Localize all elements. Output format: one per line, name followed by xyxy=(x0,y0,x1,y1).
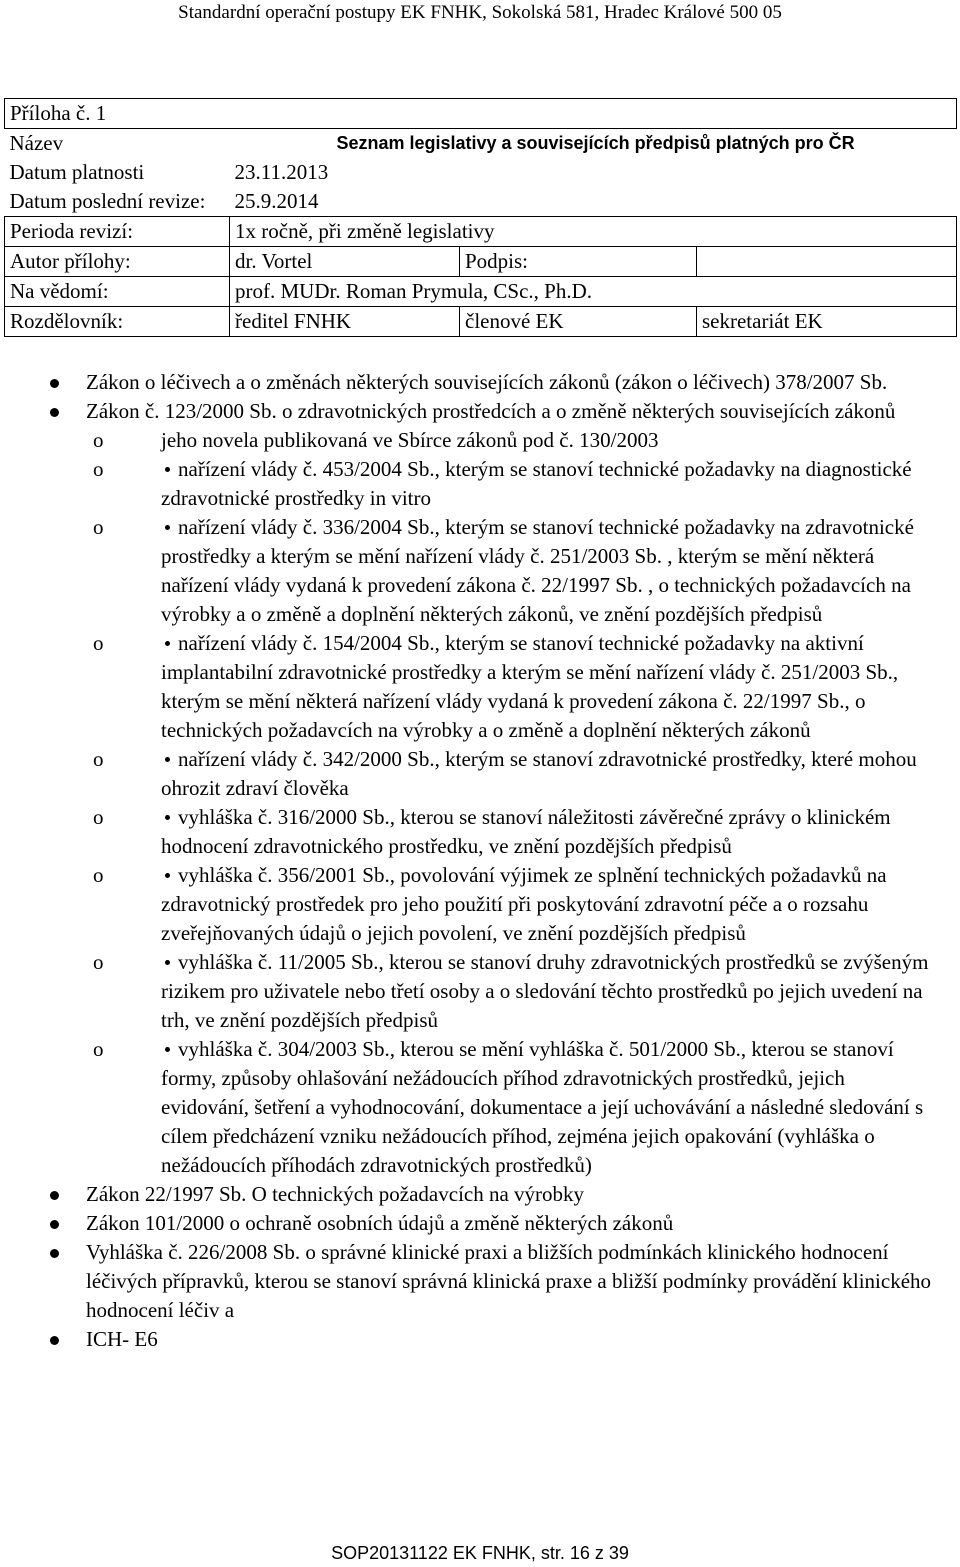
aware-value: prof. MUDr. Roman Prymula, CSc., Ph.D. xyxy=(230,277,957,307)
sub-item: o nařízení vlády č. 342/2000 Sb., kterým se stanoví zdravotnické prostředky, které mohou ohrozit zdraví člověka xyxy=(93,747,917,800)
valid-label: Datum platnosti xyxy=(9,160,145,184)
distribution-members: členové EK xyxy=(460,307,697,337)
circle-bullet-icon: o xyxy=(93,515,104,539)
author-label: Autor přílohy: xyxy=(5,247,230,277)
sub-item-novela: o jeho novela publikovaná ve Sbírce zákonů pod č. 130/2003 xyxy=(0,426,935,455)
info-table xyxy=(4,98,957,337)
circle-bullet-icon: o xyxy=(93,1037,104,1061)
circle-bullet-icon: o xyxy=(93,805,104,829)
dot-icon xyxy=(165,467,170,472)
dot-icon xyxy=(165,641,170,646)
signature-label: Podpis: xyxy=(460,247,697,277)
sub-item: o vyhláška č. 356/2001 Sb., povolování výjimek ze splnění technických požadavků na zdravotnický prostředek pro jeho použití při poskytování zdravotní péče a o rozsahu zveřejňovaných údajů o jejich povolení, ve znění pozdějších předpisů xyxy=(93,863,887,945)
document-title: Seznam legislativy a souvisejících předpisů platných pro ČR xyxy=(336,133,855,153)
sub-item: o nařízení vlády č. 154/2004 Sb., kterým se stanoví technické požadavky na aktivní implantabilní zdravotnické prostředky a kterým se mění nařízení vlády č. 251/2003 Sb., kterým se mění některá nařízení vlády vydaná k provedení zákona č. 22/1997 Sb., o technických požadavcích na výrobky a o změně a doplnění některých zákonů xyxy=(93,631,899,742)
dot-icon xyxy=(165,525,170,530)
page-footer: SOP20131122 EK FNHK, str. 16 z 39 xyxy=(331,1543,629,1563)
author-value: dr. Vortel xyxy=(230,247,460,277)
bullet-icon xyxy=(50,408,59,417)
list-item: Vyhláška č. 226/2008 Sb. o správné klinické praxi a bližších podmínkách klinického hodnocení léčivých přípravků, kterou se stanoví správná klinická praxe a bližší podmínky provádění klinického hodnocení léčiv a xyxy=(0,1238,935,1325)
sub-item: o nařízení vlády č. 453/2004 Sb., kterým se stanoví technické požadavky na diagnostické zdravotnické prostředky in vitro xyxy=(93,457,912,510)
dot-icon xyxy=(165,960,170,965)
list-item: Zákon 101/2000 o ochraně osobních údajů a změně některých zákonů xyxy=(0,1209,935,1238)
page-header: Standardní operační postupy EK FNHK, Sokolská 581, Hradec Králové 500 05 xyxy=(178,2,782,23)
dot-icon xyxy=(165,757,170,762)
bullet-icon xyxy=(50,1220,59,1229)
period-label: Perioda revizí: xyxy=(5,217,230,247)
circle-bullet-icon: o xyxy=(93,950,104,974)
circle-bullet-icon: o xyxy=(93,631,104,655)
circle-bullet-icon: o xyxy=(93,747,104,771)
attachment-label: Příloha č. 1 xyxy=(5,99,957,129)
list-item: ICH- E6 xyxy=(0,1325,935,1354)
dot-icon xyxy=(165,873,170,878)
aware-label: Na vědomí: xyxy=(5,277,230,307)
sub-item: o vyhláška č. 304/2003 Sb., kterou se mění vyhláška č. 501/2000 Sb., kterou se stanoví formy, způsoby ohlašování nežádoucích příhod zdravotnických prostředků, jejich evidování, šetření a vyhodnocování, dokumentace a její uchovávání a následné sledování s cílem předcházení vzniku nežádoucích příhod, zejména jejich opakování (vyhláška o nežádoucích příhodách zdravotnických prostředků) xyxy=(93,1037,924,1177)
sub-item: o nařízení vlády č. 336/2004 Sb., kterým se stanoví technické požadavky na zdravotnické prostředky a kterým se mění nařízení vlády č. 251/2003 Sb. , kterým se mění některá nařízení vlády vydaná k provedení zákona č. 22/1997 Sb. , o technických požadavcích na výrobky a o změně a doplnění některých zákonů, ve znění pozdějších předpisů xyxy=(93,515,914,626)
list-item: Zákon č. 123/2000 Sb. o zdravotnických prostředcích a o změně některých souvisejících zákonů xyxy=(0,397,935,426)
period-value: 1x ročně, při změně legislativy xyxy=(230,217,957,247)
valid-value: 23.11.2013 xyxy=(234,160,329,184)
bullet-icon xyxy=(50,1336,59,1345)
revision-value: 25.9.2014 xyxy=(234,189,319,213)
sub-item: o vyhláška č. 316/2000 Sb., kterou se stanoví náležitosti závěrečné zprávy o klinickém hodnocení zdravotnického prostředku, ve znění pozdějších předpisů xyxy=(93,805,891,858)
list-item: Zákon 22/1997 Sb. O technických požadavcích na výrobky xyxy=(0,1180,935,1209)
list-item: Zákon o léčivech a o změnách některých souvisejících zákonů (zákon o léčivech) 378/2007 Sb. xyxy=(0,368,935,397)
name-label: Název xyxy=(9,131,64,155)
revision-label: Datum poslední revize: xyxy=(9,189,206,213)
circle-bullet-icon: o xyxy=(93,863,104,887)
sub-item: o vyhláška č. 11/2005 Sb., kterou se stanoví druhy zdravotnických prostředků se zvýšeným rizikem pro uživatele nebo třetí osoby a o sledování těchto prostředků po jejich uvedení na trh, ve znění pozdějších předpisů xyxy=(93,950,929,1032)
distribution-secretariat: sekretariát EK xyxy=(697,307,957,337)
circle-bullet-icon: o xyxy=(93,428,104,452)
bullet-icon xyxy=(50,379,59,388)
bullet-icon xyxy=(50,1249,59,1258)
legislation-list xyxy=(0,368,935,1354)
dot-icon xyxy=(165,815,170,820)
distribution-label: Rozdělovník: xyxy=(5,307,230,337)
dot-icon xyxy=(165,1047,170,1052)
bullet-icon xyxy=(50,1191,59,1200)
circle-bullet-icon: o xyxy=(93,457,104,481)
signature-value xyxy=(697,247,957,277)
distribution-director: ředitel FNHK xyxy=(230,307,460,337)
